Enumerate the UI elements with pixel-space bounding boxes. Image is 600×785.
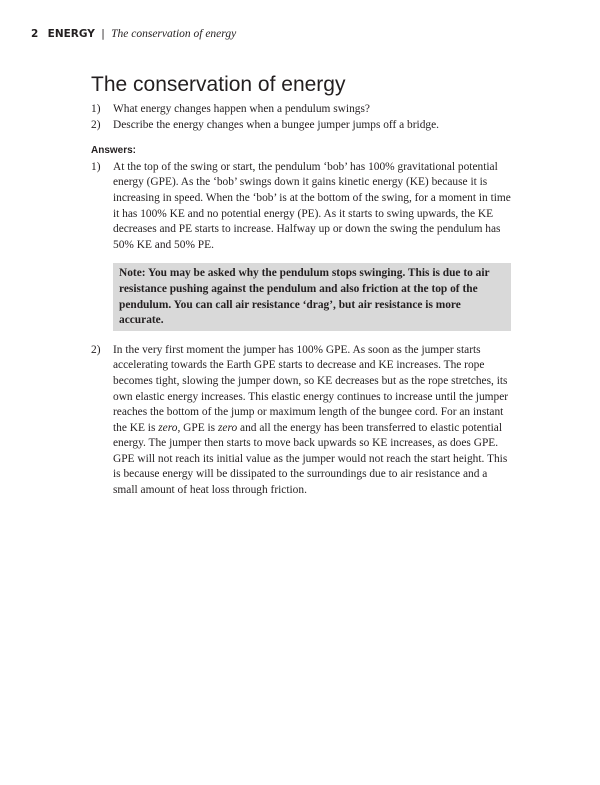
note-box: Note: You may be asked why the pendulum stops swinging. This is due to air resistance pushing against the pendulum and also friction at the top of the pendulum. You can call air resistance ‘drag’, but air resistance is more accurate. bbox=[113, 263, 511, 330]
page-content bbox=[91, 102, 511, 499]
answer-text-part: , GPE is bbox=[177, 421, 218, 434]
question-text: What energy changes happen when a pendulum swings? bbox=[113, 103, 370, 115]
question-number: 1) bbox=[91, 103, 101, 115]
page-number: 2 bbox=[31, 28, 39, 40]
answers-heading: Answers: bbox=[91, 145, 137, 157]
header-separator: | bbox=[101, 28, 105, 40]
question-item bbox=[91, 118, 511, 134]
emphasis-zero: zero bbox=[158, 421, 178, 434]
answer-item bbox=[91, 343, 511, 499]
question-number: 2) bbox=[91, 118, 101, 131]
answer-list bbox=[91, 160, 511, 499]
chapter-name: ENERGY bbox=[47, 28, 95, 40]
answer-text: At the top of the swing or start, the pendulum ‘bob’ has 100% gravitational potential energy (GPE). As the ‘bob’ swings down it gains kinetic energy (KE) because it is increasing in speed. When the ‘bob’ is at the bottom of the swing, for a moment in time it has 100% KE and no potential energy (PE). As it starts to swing upwards, the KE decreases and PE starts to increase. Halfway up or down the swing the pendulum has 50% KE and 50% PE. bbox=[113, 160, 511, 251]
answer-text-part: In the very first moment the jumper has 100% GPE. As soon as the jumper starts accelerating towards the Earth GPE starts to decrease and KE increases. The rope becomes tight, slowing the jumper down, so KE decreases but as the rope stretches, its own elastic energy increases. This elastic energy continues to increase until the jumper reaches the bottom of the jump or maximum length of the bungee cord. For an instant the KE is bbox=[113, 343, 509, 434]
section-name: The conservation of energy bbox=[111, 28, 237, 40]
answer-number: 1) bbox=[91, 160, 101, 173]
question-item bbox=[91, 102, 511, 118]
question-list bbox=[91, 102, 511, 133]
answer-number: 2) bbox=[91, 343, 101, 356]
answer-text bbox=[113, 343, 511, 499]
answer-item bbox=[91, 160, 511, 331]
running-head bbox=[31, 28, 236, 40]
page-title: The conservation of energy bbox=[91, 73, 346, 96]
question-text: Describe the energy changes when a bungee jumper jumps off a bridge. bbox=[113, 118, 440, 131]
answer-text-part: and all the energy has been transferred to elastic potential energy. The jumper then starts to move back upwards so KE increases, as does GPE. GPE will not reach its initial value as the jumper would not reach the start height. This is because energy will be dissipated to the surroundings due to air resistance and a small amount of heat loss through friction. bbox=[113, 421, 508, 497]
emphasis-zero: zero bbox=[217, 421, 238, 434]
